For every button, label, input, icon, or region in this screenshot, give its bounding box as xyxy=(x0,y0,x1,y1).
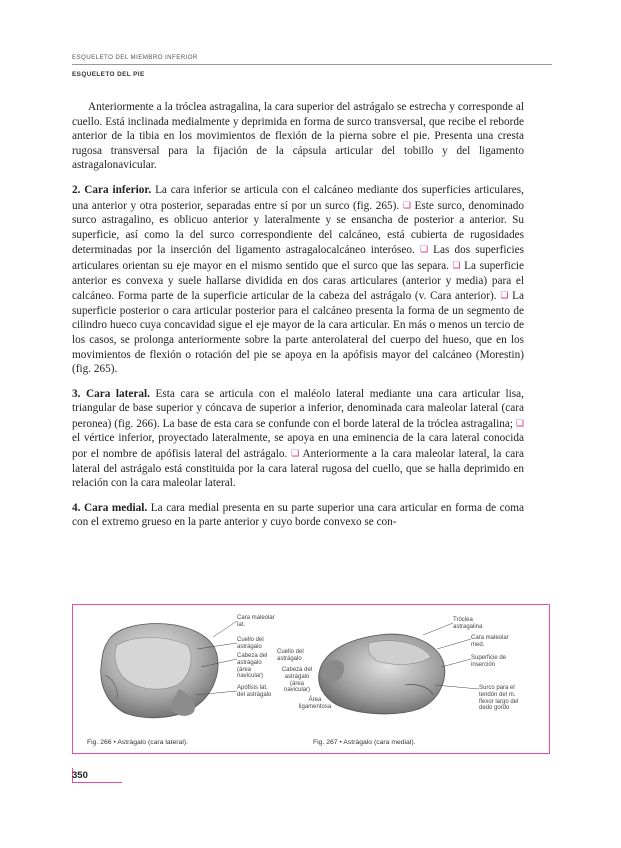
paragraph-heading: 4. Cara medial. xyxy=(72,501,148,514)
paragraph-heading: 2. Cara inferior. xyxy=(72,183,152,196)
paragraph-cara-lateral xyxy=(72,387,524,491)
label-apofisis-lat: Apófisis lat. del astrágalo xyxy=(237,685,272,698)
caption-266: Fig. 266 • Astrágalo (cara lateral). xyxy=(87,739,188,746)
paragraph-text: Anteriormente a la tróclea astragalina, la cara superior del astrágalo se estrecha y corresponde al cuello. Está inclinada medialmente y deprimida en forma de surco transversal, que recibe el reborde anterior de la tibia en los movimientos de flexión de la pierna sobre el pie. Presenta una cresta rugosa transversal para la fijación de la cápsula articular del tobillo y del ligamento astragalonavicular. xyxy=(72,101,524,172)
label-area-ligamentosa: Área ligamentosa xyxy=(298,697,332,710)
figure-panel xyxy=(72,604,550,754)
paragraph-cara-inferior xyxy=(72,183,524,377)
paragraph-marker-icon: ❏ xyxy=(500,290,509,301)
paragraph-marker-icon: ❏ xyxy=(515,417,524,428)
paragraph-cara-medial xyxy=(72,501,524,530)
paragraph-marker-icon: ❏ xyxy=(452,259,461,270)
leader-lines-267 xyxy=(413,619,481,709)
paragraph-intro xyxy=(72,100,524,173)
label-cara-maleolar-med: Cara maleolar med. xyxy=(471,635,509,648)
running-head xyxy=(72,54,552,80)
paragraph-marker-icon: ❏ xyxy=(402,199,411,210)
caption-267: Fig. 267 • Astrágalo (cara medial). xyxy=(313,739,416,746)
label-cabeza-266: Cabeza del astrágalo (área navicular) xyxy=(237,653,268,680)
label-cabeza-267: Cabeza del astrágalo (área navicular) xyxy=(281,667,313,694)
folio-underline xyxy=(72,782,122,783)
label-cuello-266: Cuello del astrágalo xyxy=(237,637,264,650)
paragraph-heading: 3. Cara lateral. xyxy=(72,387,150,400)
paragraph-text: La cara inferior se articula con el calcáneo mediante dos superficies articulares, una anterior y otra posterior, separadas entre sí por un surco (fig. 265). ❏ Este surco, denominado surco astragalino, es oblicuo anterior y lateralmente y se ensancha de posterior a anterior. Su superficie, así como la del surco correspondiente del calcáneo, está cubierta de rugosidades determinadas por la inserción del ligamento astragalocalcáneo interóseo. ❏ Las dos superficies articulares orientan su eje mayor en el mismo sentido que el surco que las separa. ❏ La superficie anterior es convexa y suele hallarse dividida en dos caras articulares (anterior y media) para el calcáneo. Forma parte de la superficie articular de la cabeza del astrágalo (v. Cara anterior). ❏ La superficie posterior o cara articular posterior para el calcáneo presenta la forma de un segmento de cilindro hueco cuya concavidad sigue el eje mayor de la cara articular. En más o menos un tercio de los casos, se prolonga anteriormente sobre la parte anterolateral del cuerpo del hueso, que en los movimientos de flexión o rotación del pie se apoya en la apófisis mayor del calcáneo (Morestin) (fig. 265). xyxy=(72,183,525,376)
paragraph-text: Esta cara se articula con el maléolo lateral mediante una cara articular lisa, triangular de base superior y cóncava de superior a inferior, denominada cara maleolar lateral (cara peronea) (fig. 266). La base de esta cara se confunde con el borde lateral de la tróclea astragalina; ❏ el vértice inferior, proyectado lateralmente, se apoya en una eminencia de la cara lateral conocida por el nombre de apófisis lateral del astrágalo. ❏ Anteriormente a la cara maleolar lateral, la cara lateral del astrágalo está constituida por la cara lateral rugosa del cuello, que se halla deprimido en relación con la cara maleolar lateral. xyxy=(72,387,524,490)
label-troclea: Tróclea astragalina xyxy=(453,617,483,630)
label-surco: Surco para el tendón del m. flexor largo del dedo gordo xyxy=(479,685,519,712)
label-superficie: Superficie de inserción xyxy=(471,655,507,668)
chapter-title: ESQUELETO DEL MIEMBRO INFERIOR xyxy=(72,54,552,65)
leader-lines-266 xyxy=(193,615,239,705)
paragraph-text: La cara medial presenta en su parte superior una cara articular en forma de coma con el extremo grueso en la parte anterior y cuyo borde convexo se con- xyxy=(72,501,525,529)
label-cuello-267: Cuello del astrágalo xyxy=(277,649,304,662)
paragraph-marker-icon: ❏ xyxy=(291,448,300,459)
page-number: 350 xyxy=(72,770,88,781)
body-text xyxy=(72,100,524,540)
label-cara-maleolar-lat: Cara maleolar lat. xyxy=(237,615,275,628)
paragraph-marker-icon: ❏ xyxy=(419,244,429,255)
section-title: ESQUELETO DEL PIE xyxy=(72,71,145,78)
